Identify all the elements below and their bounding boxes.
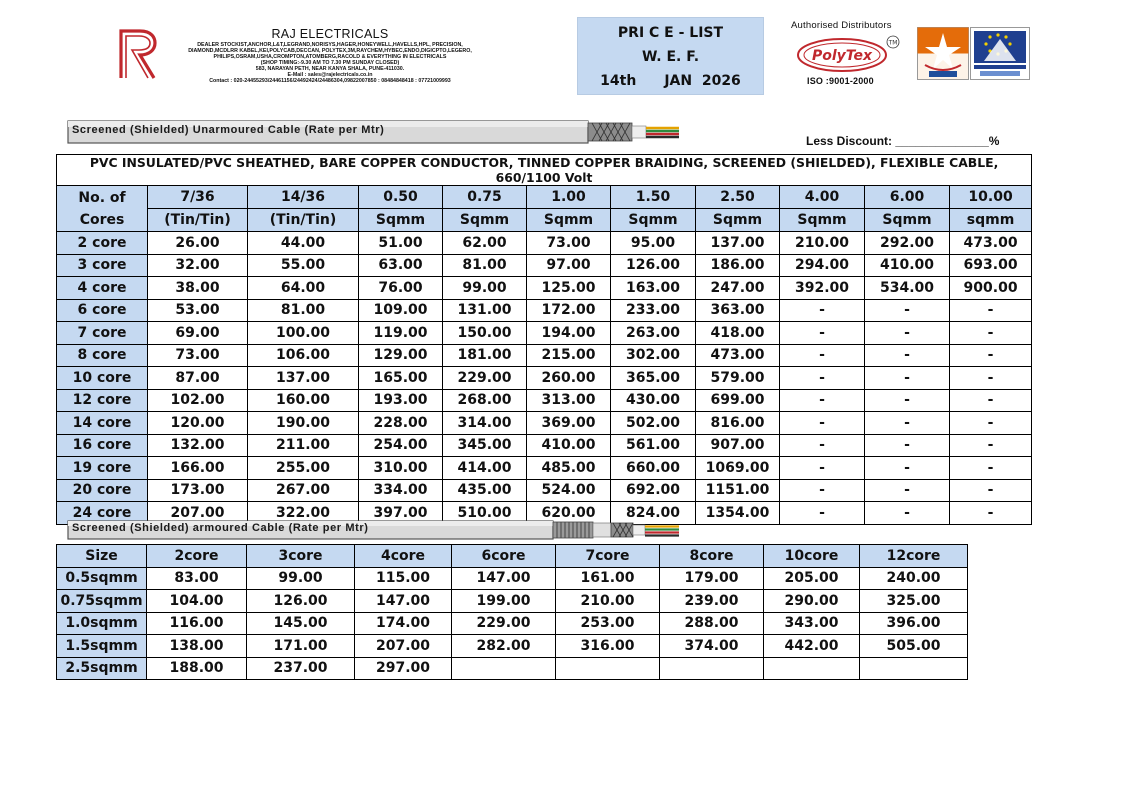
price-cell: 414.00 xyxy=(443,457,527,480)
price-cell: 699.00 xyxy=(696,389,780,412)
price-cell: - xyxy=(780,457,865,480)
price-cell: 692.00 xyxy=(611,479,696,502)
price-cell: 363.00 xyxy=(696,299,780,322)
price-cell: 435.00 xyxy=(443,479,527,502)
price-cell: 255.00 xyxy=(248,457,359,480)
table-row xyxy=(57,322,1032,345)
price-cell: 485.00 xyxy=(527,457,611,480)
column-header: 0.75 xyxy=(443,186,527,209)
price-cell: 345.00 xyxy=(443,434,527,457)
price-cell: 147.00 xyxy=(452,567,556,590)
price-cell: 76.00 xyxy=(359,277,443,300)
price-cell: 290.00 xyxy=(764,590,860,613)
price-cell: - xyxy=(865,344,950,367)
wef-label: W. E. F. xyxy=(641,49,700,65)
price-cell: 120.00 xyxy=(148,412,248,435)
row-label: 7 core xyxy=(57,322,148,345)
price-cell: 163.00 xyxy=(611,277,696,300)
price-cell xyxy=(660,657,764,680)
price-cell: 239.00 xyxy=(660,590,764,613)
row-label: 24 core xyxy=(57,502,148,525)
table-row xyxy=(57,412,1032,435)
price-cell: 73.00 xyxy=(148,344,248,367)
row-label: 6 core xyxy=(57,299,148,322)
price-cell: 254.00 xyxy=(359,434,443,457)
price-cell: 44.00 xyxy=(248,232,359,255)
price-cell xyxy=(556,657,660,680)
price-cell: - xyxy=(950,367,1032,390)
price-cell: - xyxy=(865,412,950,435)
price-cell: 900.00 xyxy=(950,277,1032,300)
quality-certification-icon xyxy=(970,27,1030,80)
price-cell: 343.00 xyxy=(764,612,860,635)
price-cell: 316.00 xyxy=(556,635,660,658)
row-label: 19 core xyxy=(57,457,148,480)
price-cell: 194.00 xyxy=(527,322,611,345)
table-row xyxy=(57,457,1032,480)
price-cell: - xyxy=(780,344,865,367)
price-cell: 660.00 xyxy=(611,457,696,480)
row-label: 0.75sqmm xyxy=(57,590,147,613)
price-cell: 579.00 xyxy=(696,367,780,390)
column-unit: Sqmm xyxy=(443,209,527,232)
price-cell: 166.00 xyxy=(148,457,248,480)
price-cell: 131.00 xyxy=(443,299,527,322)
price-cell: 137.00 xyxy=(248,367,359,390)
table-row xyxy=(57,277,1032,300)
price-cell: 126.00 xyxy=(611,254,696,277)
price-cell: 510.00 xyxy=(443,502,527,525)
price-cell: 199.00 xyxy=(452,590,556,613)
price-cell: 211.00 xyxy=(248,434,359,457)
price-cell: 119.00 xyxy=(359,322,443,345)
price-cell: 322.00 xyxy=(248,502,359,525)
company-email: E-Mail : sales@rajelectricals.co.in xyxy=(287,71,373,78)
price-cell: 81.00 xyxy=(443,254,527,277)
price-cell: 150.00 xyxy=(443,322,527,345)
price-cell: 410.00 xyxy=(527,434,611,457)
effective-month-year: JAN 2026 xyxy=(664,73,741,89)
price-cell: - xyxy=(865,457,950,480)
price-cell: - xyxy=(780,389,865,412)
price-cell: 109.00 xyxy=(359,299,443,322)
unarmoured-price-table xyxy=(56,154,1032,525)
effective-day: 14th xyxy=(600,73,637,89)
price-cell: - xyxy=(780,502,865,525)
price-cell: 237.00 xyxy=(247,657,355,680)
price-cell: 173.00 xyxy=(148,479,248,502)
price-cell: 302.00 xyxy=(611,344,696,367)
price-cell: 693.00 xyxy=(950,254,1032,277)
price-cell: 247.00 xyxy=(696,277,780,300)
price-cell xyxy=(764,657,860,680)
column-header: 12core xyxy=(860,545,968,568)
row-label: 16 core xyxy=(57,434,148,457)
price-cell: 102.00 xyxy=(148,389,248,412)
row-label: 20 core xyxy=(57,479,148,502)
column-header: 1.00 xyxy=(527,186,611,209)
price-cell: 64.00 xyxy=(248,277,359,300)
price-cell: - xyxy=(865,434,950,457)
table-row xyxy=(57,635,968,658)
price-cell: 174.00 xyxy=(355,612,452,635)
column-unit: (Tin/Tin) xyxy=(148,209,248,232)
price-cell: 32.00 xyxy=(148,254,248,277)
price-cell: 1151.00 xyxy=(696,479,780,502)
price-cell: 161.00 xyxy=(556,567,660,590)
price-cell: 160.00 xyxy=(248,389,359,412)
price-cell: 268.00 xyxy=(443,389,527,412)
column-header: 6.00 xyxy=(865,186,950,209)
price-cell: - xyxy=(950,434,1032,457)
price-cell: 205.00 xyxy=(764,567,860,590)
price-cell: 38.00 xyxy=(148,277,248,300)
table-row xyxy=(57,612,968,635)
price-cell: 260.00 xyxy=(527,367,611,390)
price-cell: 172.00 xyxy=(527,299,611,322)
table-row xyxy=(57,479,1032,502)
table-row xyxy=(57,389,1032,412)
row-label: 14 core xyxy=(57,412,148,435)
price-cell: 104.00 xyxy=(147,590,247,613)
price-cell: 63.00 xyxy=(359,254,443,277)
price-cell: 228.00 xyxy=(359,412,443,435)
price-cell: - xyxy=(950,299,1032,322)
price-cell: 294.00 xyxy=(780,254,865,277)
price-cell: 297.00 xyxy=(355,657,452,680)
column-unit: Sqmm xyxy=(780,209,865,232)
column-header: 2core xyxy=(147,545,247,568)
price-cell: 215.00 xyxy=(527,344,611,367)
company-info xyxy=(165,27,495,84)
row-label: 4 core xyxy=(57,277,148,300)
price-cell: - xyxy=(950,502,1032,525)
column-header: 3core xyxy=(247,545,355,568)
price-cell xyxy=(452,657,556,680)
price-cell: 314.00 xyxy=(443,412,527,435)
price-cell: - xyxy=(950,322,1032,345)
price-cell: - xyxy=(950,344,1032,367)
price-cell: - xyxy=(780,479,865,502)
certification-badge-icon xyxy=(917,27,969,80)
price-cell: 442.00 xyxy=(764,635,860,658)
price-cell: 561.00 xyxy=(611,434,696,457)
price-cell: 147.00 xyxy=(355,590,452,613)
price-cell: - xyxy=(865,479,950,502)
column-header: 10core xyxy=(764,545,860,568)
price-cell: - xyxy=(950,479,1032,502)
row-label: 1.5sqmm xyxy=(57,635,147,658)
price-cell: 396.00 xyxy=(860,612,968,635)
column-header: 4core xyxy=(355,545,452,568)
column-unit: Sqmm xyxy=(527,209,611,232)
price-cell: 816.00 xyxy=(696,412,780,435)
price-cell: - xyxy=(865,502,950,525)
price-cell: 430.00 xyxy=(611,389,696,412)
company-brands-line: DIAMOND,MCDLRR KABEL,KEI,POLYCAB,DECCAN, POLYTEX,3M,RAYCHEM,HYBEC,ENDO,DIGICPTO,LEGERO, xyxy=(188,47,472,54)
price-list-box xyxy=(577,17,764,95)
column-header: 2.50 xyxy=(696,186,780,209)
price-cell: 87.00 xyxy=(148,367,248,390)
effective-date xyxy=(578,69,763,93)
price-cell: 207.00 xyxy=(355,635,452,658)
price-cell: 233.00 xyxy=(611,299,696,322)
less-discount-label: Less Discount: ______________% xyxy=(806,134,1000,148)
company-address: 583, NARAYAN PETH, NEAR KANYA SHALA, PUNE-411030. xyxy=(255,65,405,72)
price-cell: 81.00 xyxy=(248,299,359,322)
price-cell: 132.00 xyxy=(148,434,248,457)
price-cell: 263.00 xyxy=(611,322,696,345)
price-cell: 193.00 xyxy=(359,389,443,412)
price-cell: 106.00 xyxy=(248,344,359,367)
price-cell: 229.00 xyxy=(443,367,527,390)
column-header: 8core xyxy=(660,545,764,568)
price-cell: - xyxy=(780,434,865,457)
price-cell: 282.00 xyxy=(452,635,556,658)
company-name: RAJ ELECTRICALS xyxy=(271,27,389,41)
table-row xyxy=(57,657,968,680)
price-cell: 325.00 xyxy=(860,590,968,613)
price-cell: 418.00 xyxy=(696,322,780,345)
price-cell: 334.00 xyxy=(359,479,443,502)
price-cell: 392.00 xyxy=(780,277,865,300)
row-label: 2.5sqmm xyxy=(57,657,147,680)
row-label: 0.5sqmm xyxy=(57,567,147,590)
price-cell: 181.00 xyxy=(443,344,527,367)
price-cell: - xyxy=(865,322,950,345)
price-cell: 190.00 xyxy=(248,412,359,435)
price-cell xyxy=(860,657,968,680)
price-cell: - xyxy=(865,389,950,412)
price-cell: 524.00 xyxy=(527,479,611,502)
row-label: 2 core xyxy=(57,232,148,255)
column-unit: Sqmm xyxy=(696,209,780,232)
price-cell: 374.00 xyxy=(660,635,764,658)
price-cell: 83.00 xyxy=(147,567,247,590)
column-unit: Sqmm xyxy=(359,209,443,232)
price-cell: - xyxy=(950,389,1032,412)
authorised-distributors-label: Authorised Distributors xyxy=(791,20,892,31)
price-cell: - xyxy=(865,367,950,390)
company-contact: Contact : 020-24455293/24461156/24492424/24486304,09822007850 : 08484848418 : 07721009993 xyxy=(209,77,451,84)
price-cell: 253.00 xyxy=(556,612,660,635)
price-cell: 116.00 xyxy=(147,612,247,635)
table-row xyxy=(57,254,1032,277)
row-label: 10 core xyxy=(57,367,148,390)
column-header: 14/36 xyxy=(248,186,359,209)
unarmoured-section-title: Screened (Shielded) Unarmoured Cable (Rate per Mtr) xyxy=(72,124,385,136)
row-label: 12 core xyxy=(57,389,148,412)
price-cell: 125.00 xyxy=(527,277,611,300)
table-row xyxy=(57,232,1032,255)
column-header: 7core xyxy=(556,545,660,568)
price-cell: 53.00 xyxy=(148,299,248,322)
column-header: 7/36 xyxy=(148,186,248,209)
price-cell: 97.00 xyxy=(527,254,611,277)
price-cell: 126.00 xyxy=(247,590,355,613)
column-header: 10.00 xyxy=(950,186,1032,209)
price-cell: 365.00 xyxy=(611,367,696,390)
column-unit: sqmm xyxy=(950,209,1032,232)
price-cell: - xyxy=(950,457,1032,480)
price-cell: 229.00 xyxy=(452,612,556,635)
price-cell: 620.00 xyxy=(527,502,611,525)
price-cell: 397.00 xyxy=(359,502,443,525)
price-cell: 115.00 xyxy=(355,567,452,590)
raj-electricals-logo xyxy=(118,28,158,80)
price-cell: 129.00 xyxy=(359,344,443,367)
price-cell: - xyxy=(780,299,865,322)
column-unit: (Tin/Tin) xyxy=(248,209,359,232)
price-cell: 534.00 xyxy=(865,277,950,300)
column-header: 0.50 xyxy=(359,186,443,209)
price-cell: 310.00 xyxy=(359,457,443,480)
iso-certification: ISO :9001-2000 xyxy=(807,76,874,86)
price-cell: 410.00 xyxy=(865,254,950,277)
row-label: 3 core xyxy=(57,254,148,277)
price-cell: 186.00 xyxy=(696,254,780,277)
price-cell: 267.00 xyxy=(248,479,359,502)
column-unit: Sqmm xyxy=(865,209,950,232)
price-cell: 505.00 xyxy=(860,635,968,658)
price-cell: 179.00 xyxy=(660,567,764,590)
table-row xyxy=(57,567,968,590)
price-cell: 51.00 xyxy=(359,232,443,255)
price-cell: 137.00 xyxy=(696,232,780,255)
price-cell: 1354.00 xyxy=(696,502,780,525)
price-cell: 171.00 xyxy=(247,635,355,658)
column-header: 4.00 xyxy=(780,186,865,209)
price-cell: 473.00 xyxy=(950,232,1032,255)
price-cell: - xyxy=(865,299,950,322)
price-list-title: PRI C E - LIST xyxy=(617,25,724,41)
price-cell: - xyxy=(950,412,1032,435)
trademark-mark: TM xyxy=(888,39,898,47)
price-cell: 824.00 xyxy=(611,502,696,525)
polytex-wordmark: PolyTex xyxy=(811,48,873,64)
price-cell: 99.00 xyxy=(443,277,527,300)
price-cell: 62.00 xyxy=(443,232,527,255)
price-cell: 473.00 xyxy=(696,344,780,367)
table-row xyxy=(57,434,1032,457)
cable-spec-caption: PVC INSULATED/PVC SHEATHED, BARE COPPER CONDUCTOR, TINNED COPPER BRAIDING, SCREENED (SHIELDED), FLEXIBLE CABLE, 660/1100 Volt xyxy=(57,155,1032,186)
price-cell: 138.00 xyxy=(147,635,247,658)
company-brands-line: DEALER STOCKIST,ANCHOR,L&T,LEGRAND,NORISYS,HAGER,HONEYWELL,HAVELLS,HPL, PRECISION, xyxy=(197,42,463,48)
table-row xyxy=(57,367,1032,390)
price-cell: 292.00 xyxy=(865,232,950,255)
price-cell: 100.00 xyxy=(248,322,359,345)
price-cell: 1069.00 xyxy=(696,457,780,480)
price-cell: 99.00 xyxy=(247,567,355,590)
price-cell: 95.00 xyxy=(611,232,696,255)
price-cell: - xyxy=(780,322,865,345)
price-cell: 145.00 xyxy=(247,612,355,635)
column-header: 6core xyxy=(452,545,556,568)
price-cell: 69.00 xyxy=(148,322,248,345)
price-cell: 369.00 xyxy=(527,412,611,435)
column-header: 1.50 xyxy=(611,186,696,209)
price-cell: 907.00 xyxy=(696,434,780,457)
table-row xyxy=(57,344,1032,367)
armoured-section-title: Screened (Shielded) armoured Cable (Rate per Mtr) xyxy=(72,522,369,534)
table-row xyxy=(57,590,968,613)
company-brands-line: PHILIPS,OSRAM,USHA,CROMPTON,ATOMBERG,RACOLD & EVERYTHING IN ELECTRICALS xyxy=(213,53,447,60)
shop-timing: (SHOP TIMING:-9.30 AM TO 7.30 PM SUNDAY CLOSED) xyxy=(260,59,400,66)
row-label: 1.0sqmm xyxy=(57,612,147,635)
cores-column-header: No. of Cores xyxy=(57,186,148,232)
price-cell: 55.00 xyxy=(248,254,359,277)
price-cell: 210.00 xyxy=(780,232,865,255)
column-unit: Sqmm xyxy=(611,209,696,232)
price-cell: 73.00 xyxy=(527,232,611,255)
price-cell: 240.00 xyxy=(860,567,968,590)
price-cell: 188.00 xyxy=(147,657,247,680)
armoured-price-table xyxy=(56,544,968,680)
price-cell: 502.00 xyxy=(611,412,696,435)
table-row xyxy=(57,299,1032,322)
price-cell: 165.00 xyxy=(359,367,443,390)
price-cell: 207.00 xyxy=(148,502,248,525)
polytex-logo xyxy=(796,35,902,73)
price-cell: 26.00 xyxy=(148,232,248,255)
row-label: 8 core xyxy=(57,344,148,367)
price-cell: 210.00 xyxy=(556,590,660,613)
price-cell: - xyxy=(780,412,865,435)
price-cell: 313.00 xyxy=(527,389,611,412)
price-cell: - xyxy=(780,367,865,390)
size-column-header: Size xyxy=(57,545,147,568)
price-cell: 288.00 xyxy=(660,612,764,635)
